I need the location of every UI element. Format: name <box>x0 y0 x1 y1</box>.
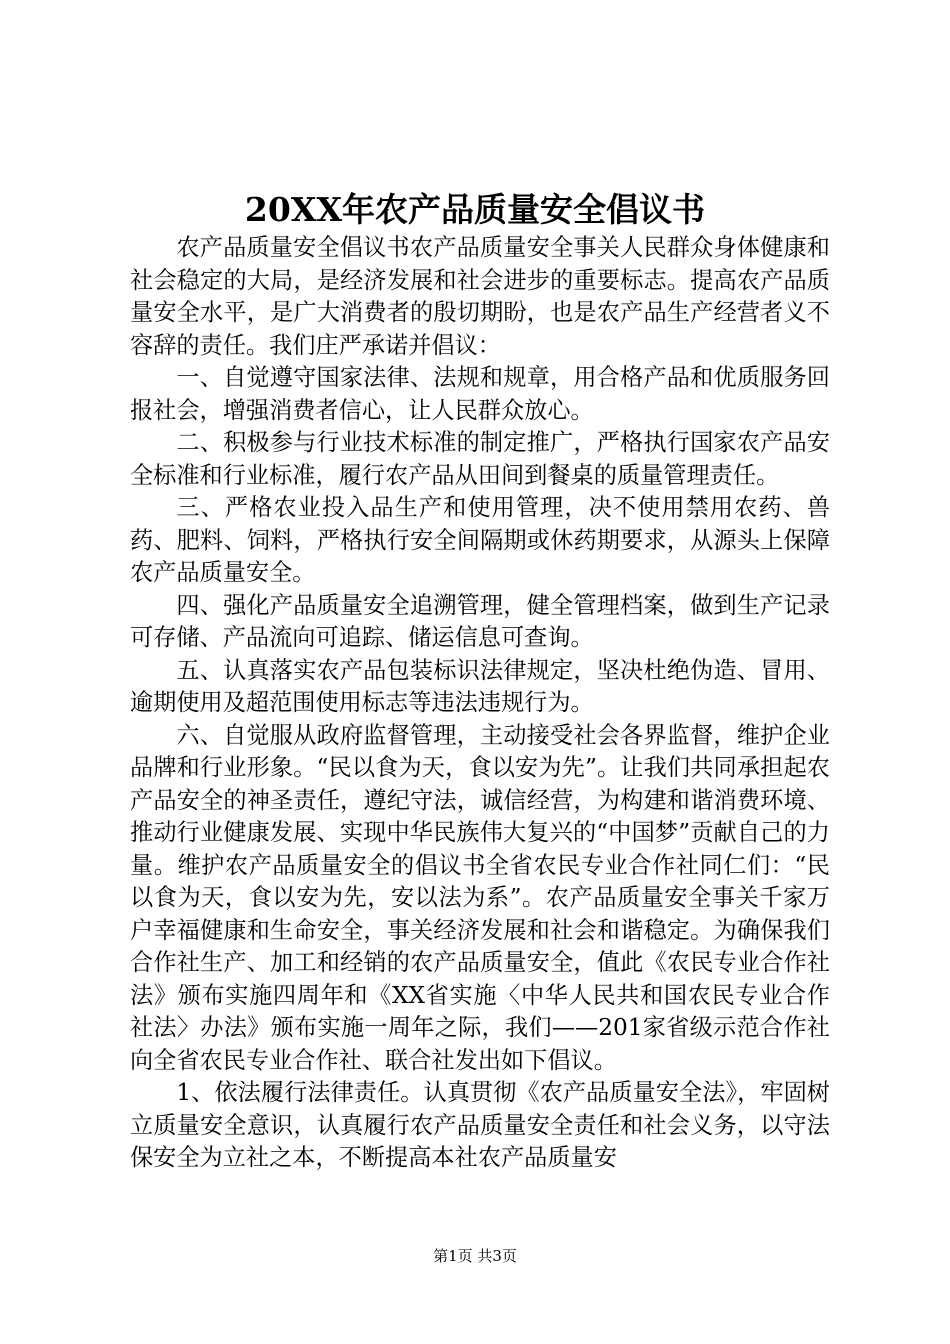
paragraph-item-4: 四、强化产品质量安全追溯管理，健全管理档案，做到生产记录可存储、产品流向可追踪、储运信息可查询。 <box>130 591 830 651</box>
paragraph-intro: 农产品质量安全倡议书农产品质量安全事关人民群众身体健康和社会稳定的大局，是经济发展和社会进步的重要标志。提高农产品质量安全水平，是广大消费者的殷切期盼，也是农产品生产经营者义不容辞的责任。我们庄严承诺并倡议： <box>130 234 830 359</box>
page-footer: 第1页 共3页 <box>433 1247 517 1265</box>
paragraph-item-1: 一、自觉遵守国家法律、法规和规章，用合格产品和优质服务回报社会，增强消费者信心，让人民群众放心。 <box>130 364 830 424</box>
document-body <box>130 232 830 1175</box>
paragraph-item-3: 三、严格农业投入品生产和使用管理，决不使用禁用农药、兽药、肥料、饲料，严格执行安全间隔期或休药期要求，从源头上保障农产品质量安全。 <box>130 494 830 586</box>
paragraph-item-6: 六、自觉服从政府监督管理，主动接受社会各界监督，维护企业品牌和行业形象。“民以食为天，食以安为先”。让我们共同承担起农产品安全的神圣责任，遵纪守法，诚信经营，为构建和谐消费环境、推动行业健康发展、实现中华民族伟大复兴的“中国梦”贡献自己的力量。维护农产品质量安全的倡议书全省农民专业合作社同仁们：“民以食为天，食以安为先，安以法为系”。农产品质量安全事关千家万户幸福健康和生命安全，事关经济发展和社会和谐稳定。为确保我们合作社生产、加工和经销的农产品质量安全，值此《农民专业合作社法》颁布实施四周年和《XX省实施〈中华人民共和国农民专业合作社法〉办法》颁布实施一周年之际，我们——201家省级示范合作社向全省农民专业合作社、联合社发出如下倡议。 <box>130 721 830 1074</box>
paragraph-numbered-1: 1、依法履行法律责任。认真贯彻《农产品质量安全法》，牢固树立质量安全意识，认真履行农产品质量安全责任和社会义务，以守法保安全为立社之本，不断提高本社农产品质量安 <box>130 1079 830 1171</box>
paragraph-item-5: 五、认真落实农产品包装标识法律规定，坚决杜绝伪造、冒用、逾期使用及超范围使用标志等违法违规行为。 <box>130 656 830 716</box>
document-title: 20XX年农产品质量安全倡议书 <box>244 190 706 229</box>
paragraph-item-2: 二、积极参与行业技术标准的制定推广，严格执行国家农产品安全标准和行业标准，履行农产品从田间到餐桌的质量管理责任。 <box>130 429 830 489</box>
